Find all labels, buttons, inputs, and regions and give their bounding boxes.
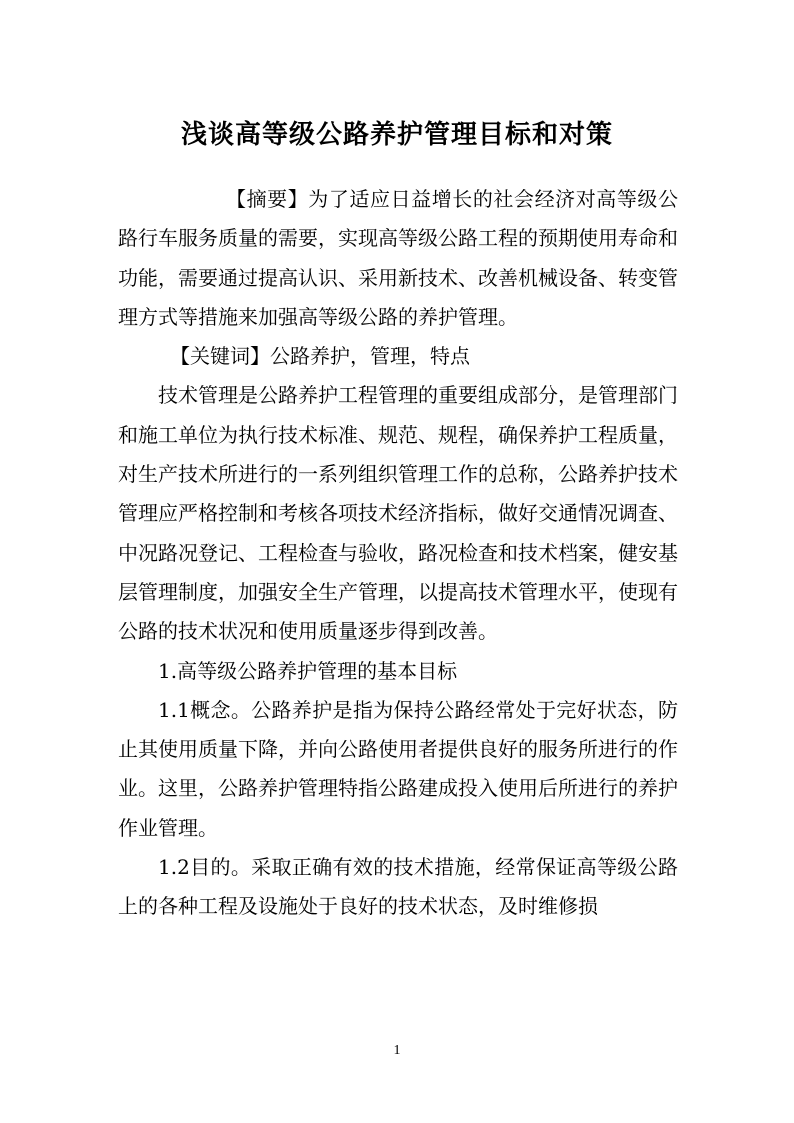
page-number: 1: [393, 1043, 401, 1058]
keywords-paragraph: 【关键词】公路养护，管理，特点: [170, 344, 470, 369]
body-paragraph: 1.1概念。公路养护是指为保持公路经常处于完好状态，防止其使用质量下降，并向公路使用者提供良好的服务所进行的作业。这里，公路养护管理特指公路建成投入使用后所进行的养护作业管理。: [118, 697, 678, 840]
document-title: 浅谈高等级公路养护管理目标和对策: [180, 120, 613, 151]
body-paragraph: 技术管理是公路养护工程管理的重要组成部分，是管理部门和施工单位为执行技术标准、规范、规程，确保养护工程质量，对生产技术所进行的一系列组织管理工作的总称，公路养护技术管理应严格控制和考核各项技术经济指标，做好交通情况调查、中况路况登记、工程检查与验收，路况检查和技术档案，健安基层管理制度，加强安全生产管理，以提高技术管理水平，使现有公路的技术状况和使用质量逐步得到改善。: [118, 383, 678, 644]
document-body: [118, 180, 678, 927]
body-paragraph: 1.2目的。采取正确有效的技术措施，经常保证高等级公路上的各种工程及设施处于良好的技术状态，及时维修损: [118, 855, 678, 919]
abstract-paragraph: 【摘要】为了适应日益增长的社会经济对高等级公路行车服务质量的需要，实现高等级公路工程的预期使用寿命和功能，需要通过提高认识、采用新技术、改善机械设备、转变管理方式等措施来加强高等级公路的养护管理。: [118, 187, 678, 329]
section-heading: 1.高等级公路养护管理的基本目标: [158, 658, 458, 683]
